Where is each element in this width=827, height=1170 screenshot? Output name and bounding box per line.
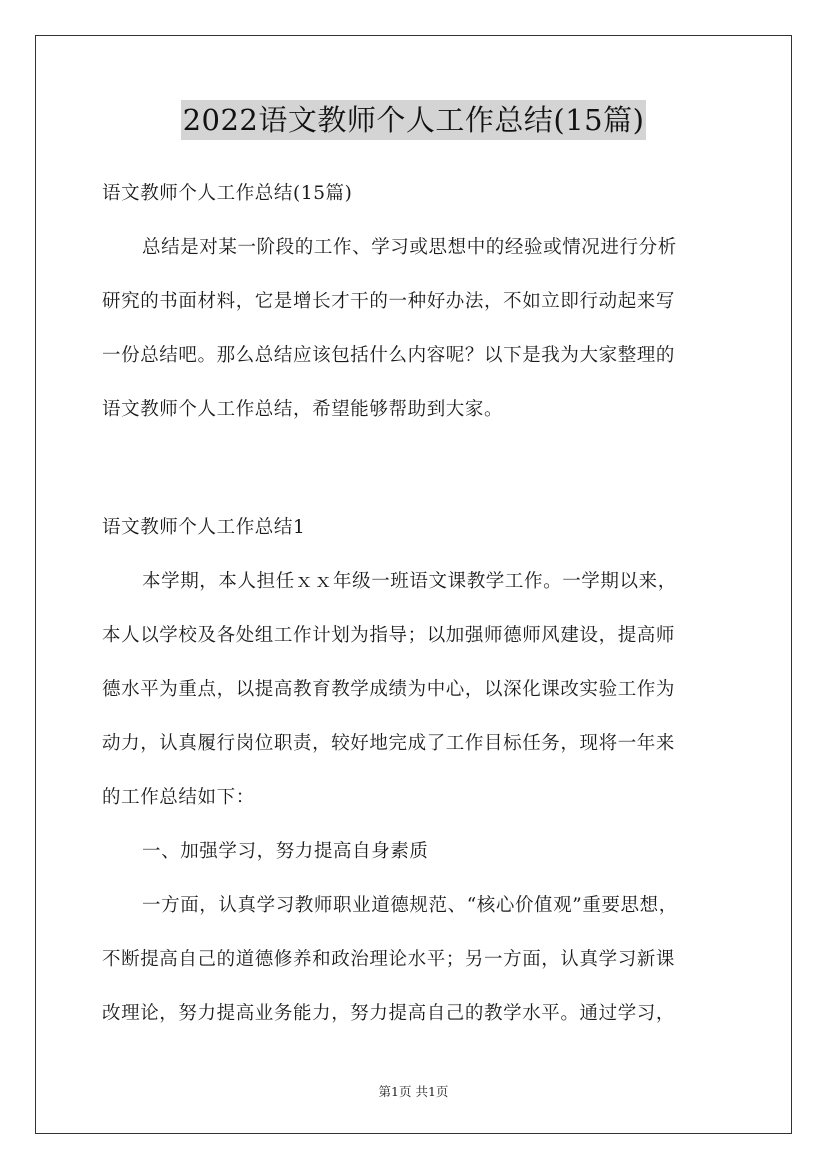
paragraph-line: 本人以学校及各处组工作计划为指导；以加强师德师风建设，提高师 [102,625,676,646]
paragraph-line: 动力，认真履行岗位职责，较好地完成了工作目标任务，现将一年来 [102,733,676,754]
paragraph-first-line: 本学期，本人担任ｘｘ年级一班语文课教学工作。一学期以来， [142,571,677,592]
paragraph-first-line: 一方面，认真学习教师职业道德规范、“核心价值观”重要思想， [142,895,678,916]
paragraph-line: 的工作总结如下： [102,787,255,808]
page-footer: 第1页 共1页 [378,1084,449,1099]
paragraph-line: 改理论，努力提高业务能力，努力提高自己的教学水平。通过学习， [102,1003,676,1024]
paragraph-line: 不断提高自己的道德修养和政治理论水平；另一方面，认真学习新课 [102,949,676,970]
paragraph-first-line: 总结是对某一阶段的工作、学习或思想中的经验或情况进行分析 [142,237,677,258]
title-container [0,100,827,140]
paragraph-line: 语文教师个人工作总结，希望能够帮助到大家。 [102,399,504,420]
paragraph-line: 语文教师个人工作总结1 [102,517,306,538]
paragraph-line: 一份总结吧。那么总结应该包括什么内容呢？以下是我为大家整理的 [102,345,676,366]
paragraph-first-line: 一、加强学习，努力提高自身素质 [142,841,429,862]
paragraph-line: 德水平为重点，以提高教育教学成绩为中心，以深化课改实验工作为 [102,679,676,700]
paragraph-line: 语文教师个人工作总结(15篇) [102,183,353,204]
paragraph-line: 研究的书面材料，它是增长才干的一种好办法，不如立即行动起来写 [102,291,676,312]
document-title: 2022语文教师个人工作总结(15篇) [181,100,647,140]
